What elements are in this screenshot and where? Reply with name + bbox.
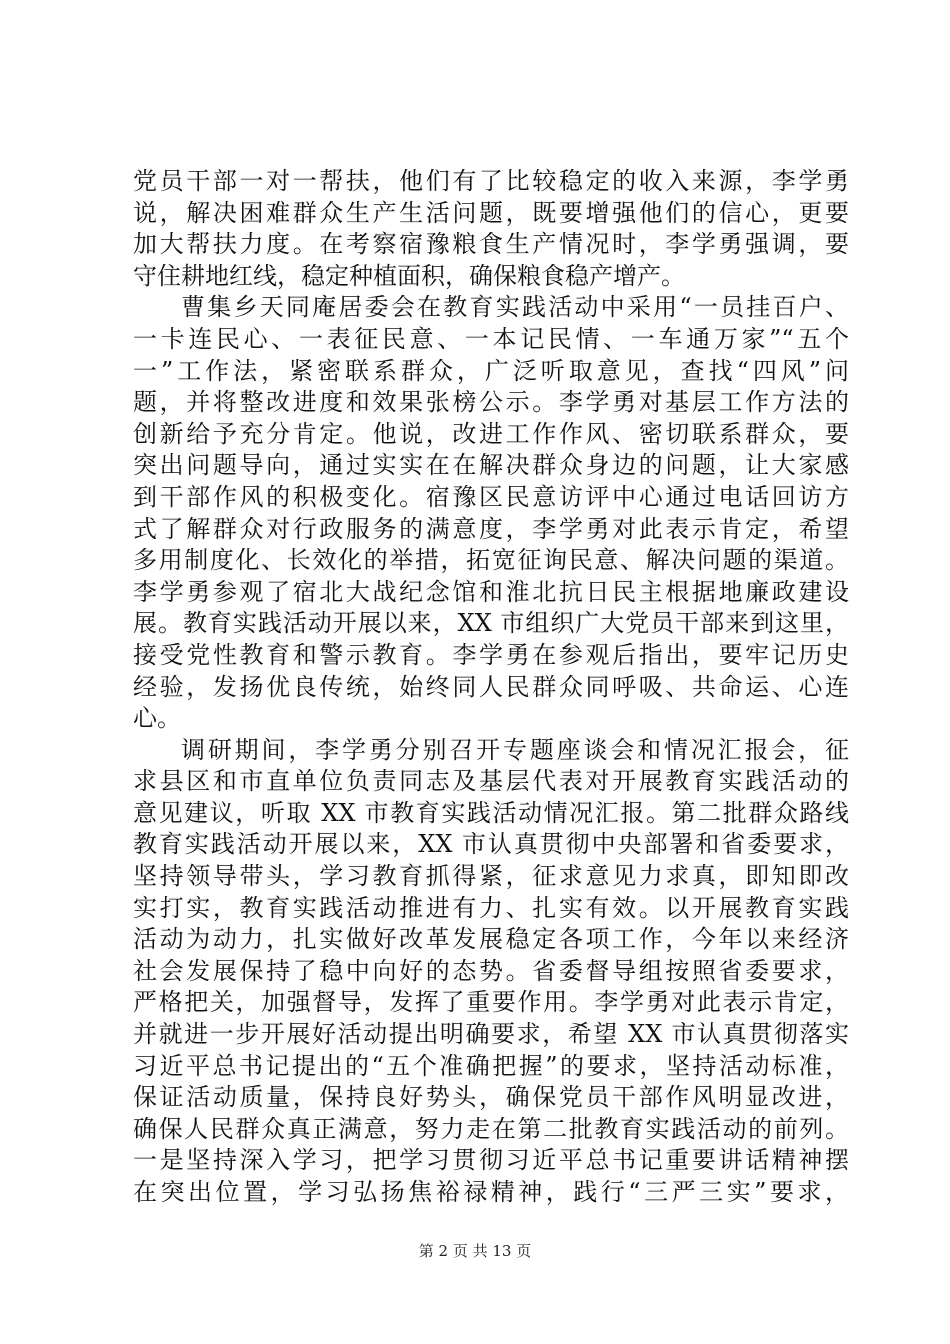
text-line: 曹集乡天同庵居委会在教育实践活动中采用“一员挂百户、 — [181, 293, 849, 322]
text-line: 一”工作法，紧密联系群众，广泛听取意见，查找“四风”问 — [133, 356, 849, 385]
text-line: 多用制度化、长效化的举措，拓宽征询民意、解决问题的渠道。 — [133, 546, 849, 575]
text-line: 实打实，教育实践活动推进有力、扎实有效。以开展教育实践 — [133, 893, 849, 922]
text-line: 习近平总书记提出的“五个准确把握”的要求，坚持活动标准， — [133, 1051, 849, 1080]
text-line: 创新给予充分肯定。他说，改进工作作风、密切联系群众，要 — [133, 419, 849, 448]
text-line: 活动为动力，扎实做好改革发展稳定各项工作，今年以来经济 — [133, 925, 849, 954]
text-line: 保证活动质量，保持良好势头，确保党员干部作风明显改进， — [133, 1083, 849, 1112]
text-line: 意见建议，听取 XX 市教育实践活动情况汇报。第二批群众路线 — [133, 798, 849, 827]
document-body — [133, 166, 849, 1209]
page-number-footer: 第 2 页 共 13 页 — [418, 1242, 532, 1260]
text-line: 李学勇参观了宿北大战纪念馆和淮北抗日民主根据地廉政建设 — [133, 577, 849, 606]
text-line: 确保人民群众真正满意，努力走在第二批教育实践活动的前列。 — [133, 1114, 849, 1143]
text-line: 说，解决困难群众生产生活问题，既要增强他们的信心，更要 — [133, 198, 849, 227]
text-line: 教育实践活动开展以来，XX 市认真贯彻中央部署和省委要求， — [133, 830, 849, 859]
text-line: 在突出位置，学习弘扬焦裕禄精神，践行“三严三实”要求， — [133, 1178, 849, 1206]
text-line: 接受党性教育和警示教育。李学勇在参观后指出，要牢记历史 — [133, 640, 849, 669]
text-line: 展。教育实践活动开展以来，XX 市组织广大党员干部来到这里， — [133, 609, 849, 638]
text-line: 题，并将整改进度和效果张榜公示。李学勇对基层工作方法的 — [133, 388, 849, 417]
text-line: 经验，发扬优良传统，始终同人民群众同呼吸、共命运、心连 — [133, 672, 849, 701]
text-line: 党员干部一对一帮扶，他们有了比较稳定的收入来源，李学勇 — [133, 167, 849, 195]
text-line: 坚持领导带头，学习教育抓得紧，征求意见力求真，即知即改 — [133, 862, 849, 891]
text-line: 守住耕地红线，稳定种植面积，确保粮食稳产增产。 — [133, 261, 685, 290]
text-line: 求县区和市直单位负责同志及基层代表对开展教育实践活动的 — [133, 767, 849, 796]
text-line: 突出问题导向，通过实实在在解决群众身边的问题，让大家感 — [133, 451, 849, 480]
text-line: 一卡连民心、一表征民意、一本记民情、一车通万家”“五个 — [133, 324, 849, 353]
text-line: 社会发展保持了稳中向好的态势。省委督导组按照省委要求， — [133, 956, 849, 985]
text-line: 心。 — [133, 704, 181, 733]
text-line: 严格把关，加强督导，发挥了重要作用。李学勇对此表示肯定， — [133, 988, 849, 1017]
text-line: 并就进一步开展好活动提出明确要求，希望 XX 市认真贯彻落实 — [133, 1020, 849, 1049]
text-line: 一是坚持深入学习，把学习贯彻习近平总书记重要讲话精神摆 — [133, 1146, 849, 1175]
text-line: 式了解群众对行政服务的满意度，李学勇对此表示肯定，希望 — [133, 514, 849, 543]
text-line: 加大帮扶力度。在考察宿豫粮食生产情况时，李学勇强调，要 — [133, 230, 849, 259]
text-line: 到干部作风的积极变化。宿豫区民意访评中心通过电话回访方 — [133, 482, 849, 511]
text-line: 调研期间，李学勇分别召开专题座谈会和情况汇报会，征 — [181, 735, 849, 764]
